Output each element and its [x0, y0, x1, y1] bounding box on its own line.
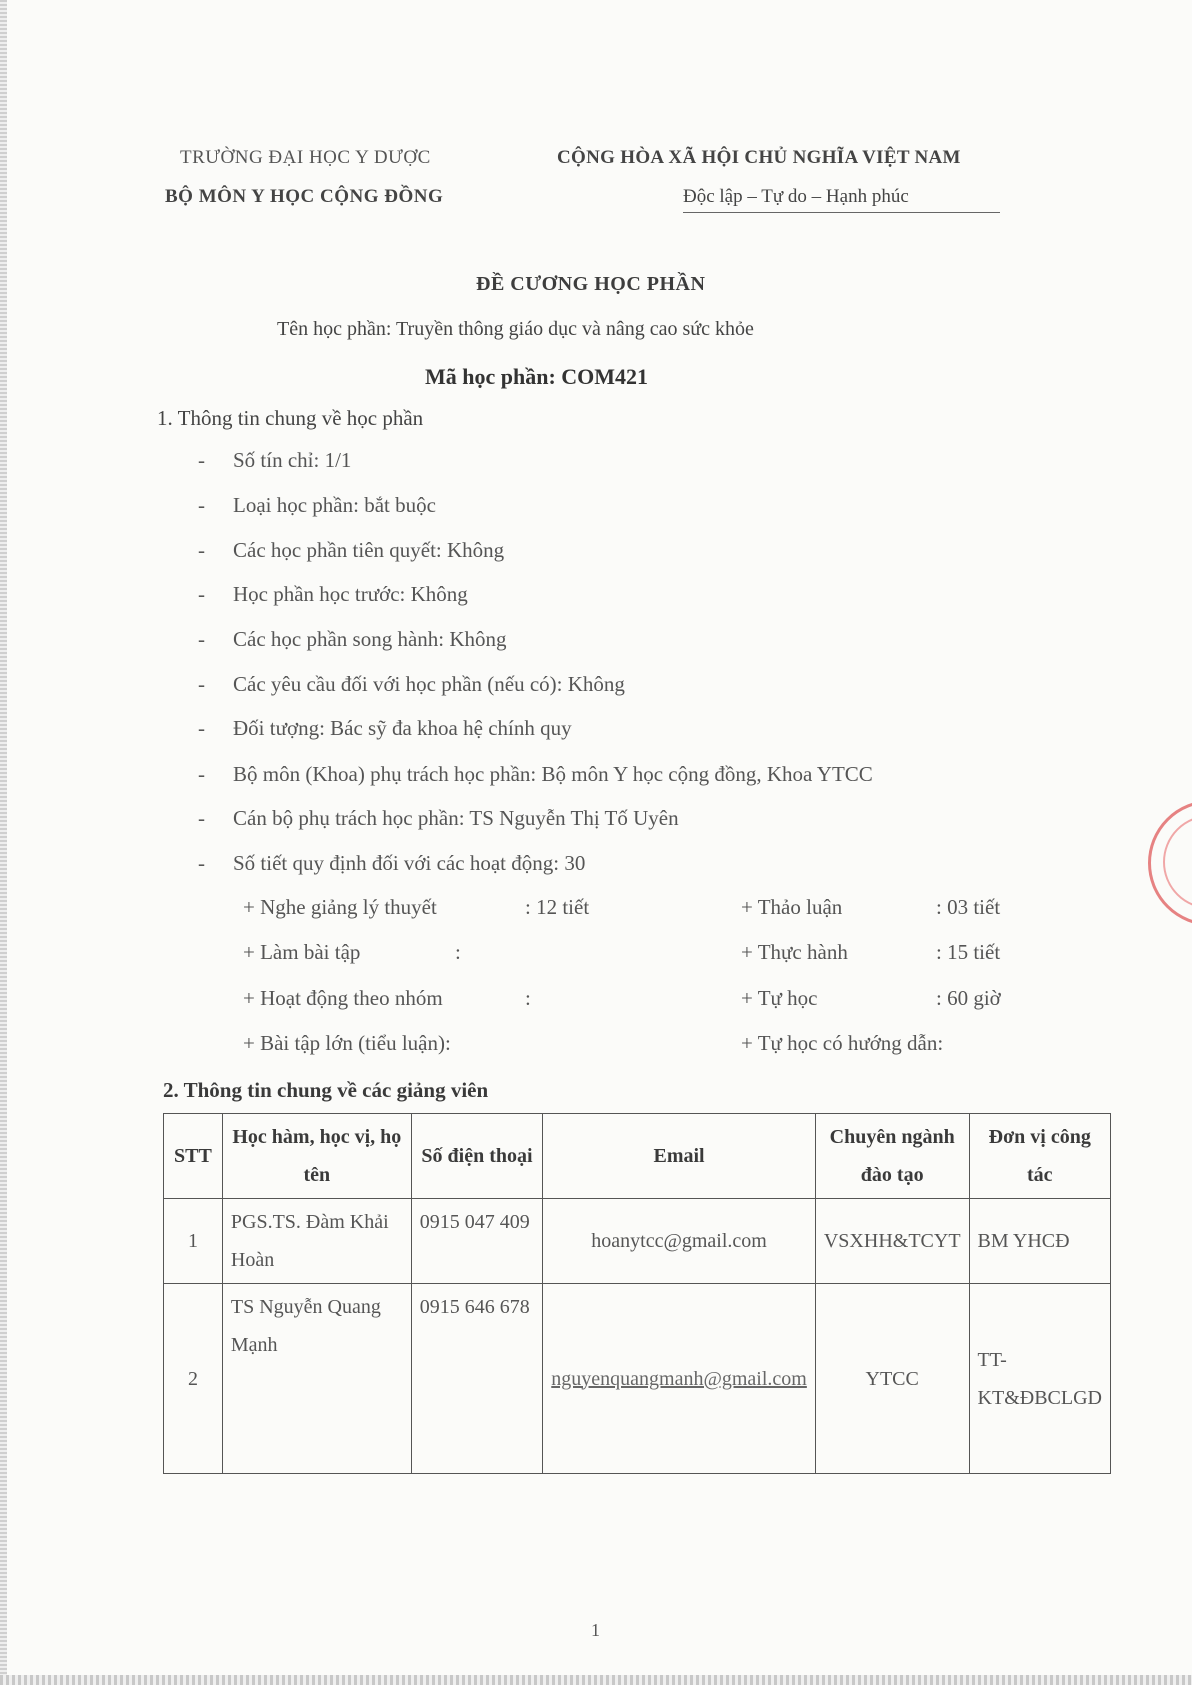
activity-label: + Bài tập lớn (tiểu luận): — [243, 1031, 451, 1055]
lecturers-table — [163, 1113, 1111, 1474]
email-link[interactable]: nguyenquangmanh@gmail.com — [551, 1367, 807, 1390]
column-header: Chuyên ngành đào tạo — [815, 1114, 969, 1199]
course-info-item: - Bộ môn (Khoa) phụ trách học phần: Bộ môn Y học cộng đồng, Khoa YTCC — [198, 762, 873, 786]
department-name: BỘ MÔN Y HỌC CỘNG ĐỒNG — [165, 186, 444, 207]
course-info-item: - Các học phần tiên quyết: Không — [198, 538, 505, 562]
national-motto: Độc lập – Tự do – Hạnh phúc — [683, 186, 909, 207]
activity-value: : — [525, 986, 531, 1010]
table-row — [164, 1284, 1111, 1474]
course-info-item: - Các yêu cầu đối với học phần (nếu có): Không — [198, 672, 625, 696]
course-info-item: - Đối tượng: Bác sỹ đa khoa hệ chính quy — [198, 716, 572, 740]
official-seal-stamp — [1148, 800, 1192, 926]
course-code: Mã học phần: COM421 — [425, 364, 649, 389]
scan-edge-bottom — [0, 1675, 1192, 1685]
section-1-heading: 1. Thông tin chung về học phần — [157, 406, 424, 430]
course-info-item: - Cán bộ phụ trách học phần: TS Nguyễn Thị Tố Uyên — [198, 806, 679, 830]
activity-label: + Thực hành — [741, 940, 848, 964]
page-number: 1 — [591, 1620, 600, 1640]
activity-value: : 60 giờ — [936, 986, 1001, 1010]
activity-label: + Hoạt động theo nhóm — [243, 986, 443, 1010]
scan-edge-left — [0, 0, 7, 1685]
activity-value: : 03 tiết — [936, 895, 1001, 919]
cell-major: VSXHH&TCYT — [815, 1199, 969, 1284]
column-header: Học hàm, học vị, họ tên — [222, 1114, 411, 1199]
cell-name: PGS.TS. Đàm Khải Hoàn — [222, 1199, 411, 1284]
activity-label: + Nghe giảng lý thuyết — [243, 895, 437, 919]
activity-value: : — [455, 940, 461, 964]
table-row — [164, 1199, 1111, 1284]
activity-label: + Làm bài tập — [243, 940, 361, 964]
cell-email[interactable] — [543, 1284, 816, 1474]
course-info-item: - Các học phần song hành: Không — [198, 627, 507, 651]
activity-value: : 15 tiết — [936, 940, 1001, 964]
course-info-item: - Số tín chỉ: 1/1 — [198, 448, 352, 472]
course-name: Tên học phần: Truyền thông giáo dục và nâng cao sức khỏe — [277, 318, 754, 340]
table-header-row — [164, 1114, 1111, 1199]
cell-stt: 1 — [164, 1199, 223, 1284]
cell-name: TS Nguyễn Quang Mạnh — [222, 1284, 411, 1474]
cell-stt: 2 — [164, 1284, 223, 1474]
activity-value: : 12 tiết — [525, 895, 590, 919]
university-name: TRƯỜNG ĐẠI HỌC Y DƯỢC — [180, 147, 431, 168]
column-header: STT — [164, 1114, 223, 1199]
column-header: Email — [543, 1114, 816, 1199]
column-header: Đơn vị công tác — [969, 1114, 1110, 1199]
column-header: Số điện thoại — [411, 1114, 543, 1199]
activity-label: + Tự học có hướng dẫn: — [741, 1031, 944, 1055]
course-info-item: - Loại học phần: bắt buộc — [198, 493, 436, 517]
cell-phone: 0915 646 678 — [411, 1284, 543, 1474]
activity-label: + Thảo luận — [741, 895, 843, 919]
section-2-heading: 2. Thông tin chung về các giảng viên — [163, 1078, 489, 1102]
cell-phone: 0915 047 409 — [411, 1199, 543, 1284]
national-title: CỘNG HÒA XÃ HỘI CHỦ NGHĨA VIỆT NAM — [557, 147, 961, 168]
document-title: ĐỀ CƯƠNG HỌC PHẦN — [476, 273, 706, 295]
course-info-item: - Số tiết quy định đối với các hoạt động: 30 — [198, 851, 586, 875]
cell-major: YTCC — [815, 1284, 969, 1474]
cell-email: hoanytcc@gmail.com — [543, 1199, 816, 1284]
cell-unit: BM YHCĐ — [969, 1199, 1110, 1284]
course-info-item: - Học phần học trước: Không — [198, 582, 468, 606]
cell-unit: TT-KT&ĐBCLGD — [969, 1284, 1110, 1474]
motto-underline — [683, 212, 1000, 213]
activity-label: + Tự học — [741, 986, 818, 1010]
